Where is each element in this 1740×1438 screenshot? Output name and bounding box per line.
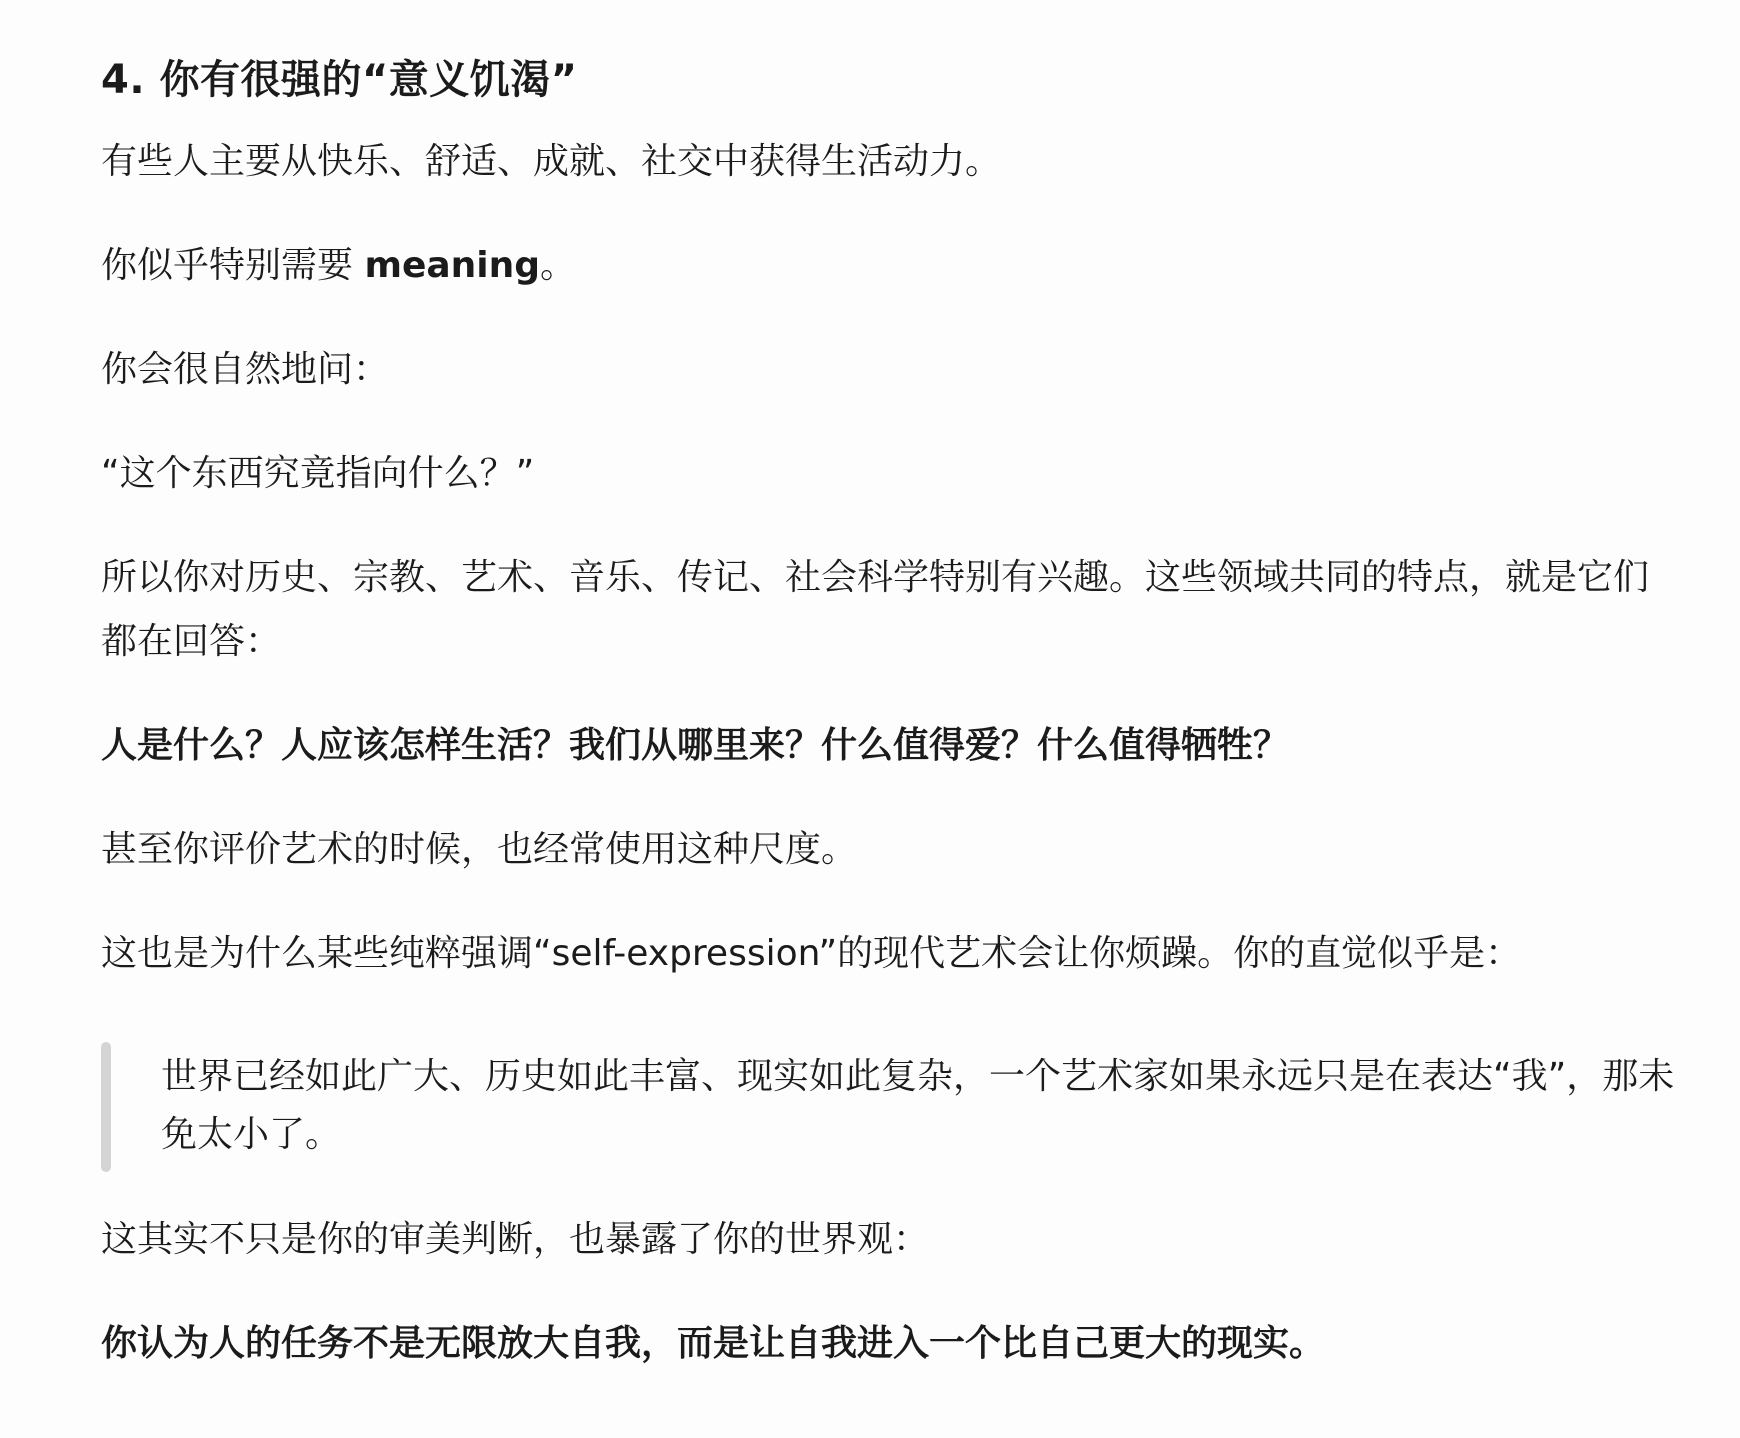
paragraph-art-judgment: 甚至你评价艺术的时候，也经常使用这种尺度。 [101,829,858,870]
section-heading: 4. 你有很强的“意义饥渴” [101,57,578,103]
paragraph-worldview: 这其实不只是你的审美判断，也暴露了你的世界观： [101,1219,930,1260]
paragraph-big-questions: 人是什么？人应该怎样生活？我们从哪里来？什么值得爱？什么值得牺牲？ [101,725,1290,766]
blockquote [101,1042,1681,1164]
paragraph-self-expression: 这也是为什么某些纯粹强调“self-expression”的现代艺术会让你烦躁。你的直觉似乎是： [101,933,1522,974]
article-body [101,40,1681,1376]
paragraph-motivation: 有些人主要从快乐、舒适、成就、社交中获得生活动力。 [101,141,1002,182]
paragraph-question-intro: 你会很自然地问： [101,349,390,390]
paragraph-meaning-suffix: 。 [540,245,577,286]
paragraph-interests: 所以你对历史、宗教、艺术、音乐、传记、社会科学特别有兴趣。这些领域共同的特点，就是它们都在回答： [101,557,1650,662]
paragraph-question: “这个东西究竟指向什么？” [101,453,535,494]
meaning-emphasis: meaning [364,245,541,286]
blockquote-text: 世界已经如此广大、历史如此丰富、现实如此复杂，一个艺术家如果永远只是在表达“我”，那未免太小了。 [161,1056,1675,1155]
blockquote-bar [101,1042,111,1172]
paragraph-conclusion: 你认为人的任务不是无限放大自我，而是让自我进入一个比自己更大的现实。 [101,1323,1326,1364]
paragraph-meaning-prefix: 你似乎特别需要 [101,245,365,286]
paragraph-meaning [101,234,1681,298]
